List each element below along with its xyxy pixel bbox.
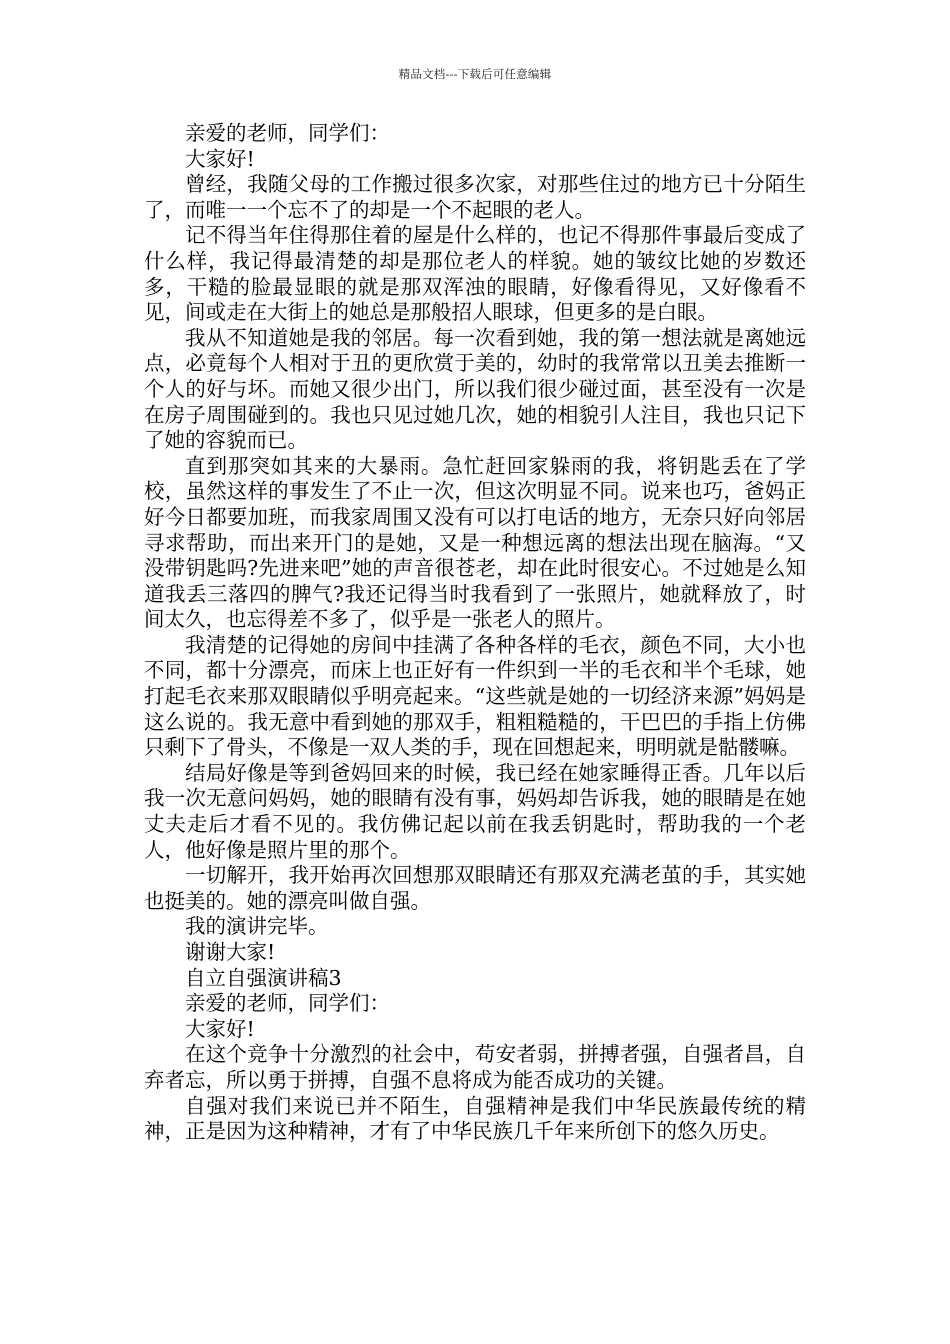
document-body — [144, 121, 806, 1145]
paragraph: 记不得当年住得那住着的屋是什么样的，也记不得那件事最后变成了什么样，我记得最清楚的却是那位老人的样貌。她的皱纹比她的岁数还多，干糙的脸最显眼的就是那双浑浊的眼睛，好像看得见，又好像看不见，间或走在大街上的她总是那般招人眼球，但更多的是白眼。 — [144, 223, 806, 325]
paragraph: 我清楚的记得她的房间中挂满了各种各样的毛衣，颜色不同，大小也不同，都十分漂亮，而床上也正好有一件织到一半的毛衣和半个毛球，她打起毛衣来那双眼睛似乎明亮起来。“这些就是她的一切经济来源”妈妈是这么说的。我无意中看到她的那双手，粗粗糙糙的，干巴巴的手指上仿佛只剩下了骨头，不像是一双人类的手，现在回想起来，明明就是骷髅嘛。 — [144, 632, 806, 760]
salutation: 大家好! — [185, 1016, 255, 1041]
paragraph: 在这个竞争十分激烈的社会中，苟安者弱，拼搏者强，自强者昌，自弃者忘，所以勇于拼搏，自强不息将成为能否成功的关键。 — [144, 1042, 806, 1092]
greeting: 亲爱的老师，同学们： — [185, 991, 390, 1016]
paragraph: 一切解开，我开始再次回想那双眼睛还有那双充满老茧的手，其实她也挺美的。她的漂亮叫做自强。 — [144, 863, 806, 913]
greeting: 亲爱的老师，同学们： — [185, 121, 390, 145]
paragraph: 自强对我们来说已并不陌生，自强精神是我们中华民族最传统的精神，正是因为这种精神，才有了中华民族几千年来所创下的悠久历史。 — [144, 1093, 806, 1144]
paragraph: 直到那突如其来的大暴雨。急忙赶回家躲雨的我，将钥匙丢在了学校，虽然这样的事发生了不止一次，但这次明显不同。说来也巧，爸妈正好今日都要加班，而我家周围又没有可以打电话的地方，无奈只好向邻居寻求帮助，而出来开门的是她，又是一种想远离的想法出现在脑海。“又没带钥匙吗?先进来吧”她的声音很苍老，却在此时很安心。不过她是么知道我丢三落四的脾气?我还记得当时我看到了一张照片，她就释放了，时间太久，也忘得差不多了，似乎是一张老人的照片。 — [144, 453, 806, 632]
closing-line: 我的演讲完毕。 — [185, 914, 329, 939]
salutation: 大家好! — [185, 146, 255, 171]
section-title: 自立自强演讲稿3 — [185, 965, 342, 990]
paragraph: 曾经，我随父母的工作搬过很多次家，对那些住过的地方已十分陌生了，而唯一一个忘不了的却是一个不起眼的老人。 — [144, 172, 806, 222]
thanks-line: 谢谢大家! — [185, 940, 276, 964]
paragraph: 结局好像是等到爸妈回来的时候，我已经在她家睡得正香。几年以后我一次无意问妈妈，她的眼睛有没有事，妈妈却告诉我，她的眼睛是在她丈夫走后才看不见的。我仿佛记起以前在我丢钥匙时，帮助我的一个老人，他好像是照片里的那个。 — [144, 760, 806, 862]
paragraph: 我从不知道她是我的邻居。每一次看到她，我的第一想法就是离她远点，必竟每个人相对于丑的更欣赏于美的，幼时的我常常以丑美去推断一个人的好与坏。而她又很少出门，所以我们很少碰过面，甚至没有一次是在房子周围碰到的。我也只见过她几次，她的相貌引人注目，我也只记下了她的容貌而已。 — [144, 325, 806, 453]
page-header: 精品文档---下载后可任意编辑 — [398, 67, 552, 81]
